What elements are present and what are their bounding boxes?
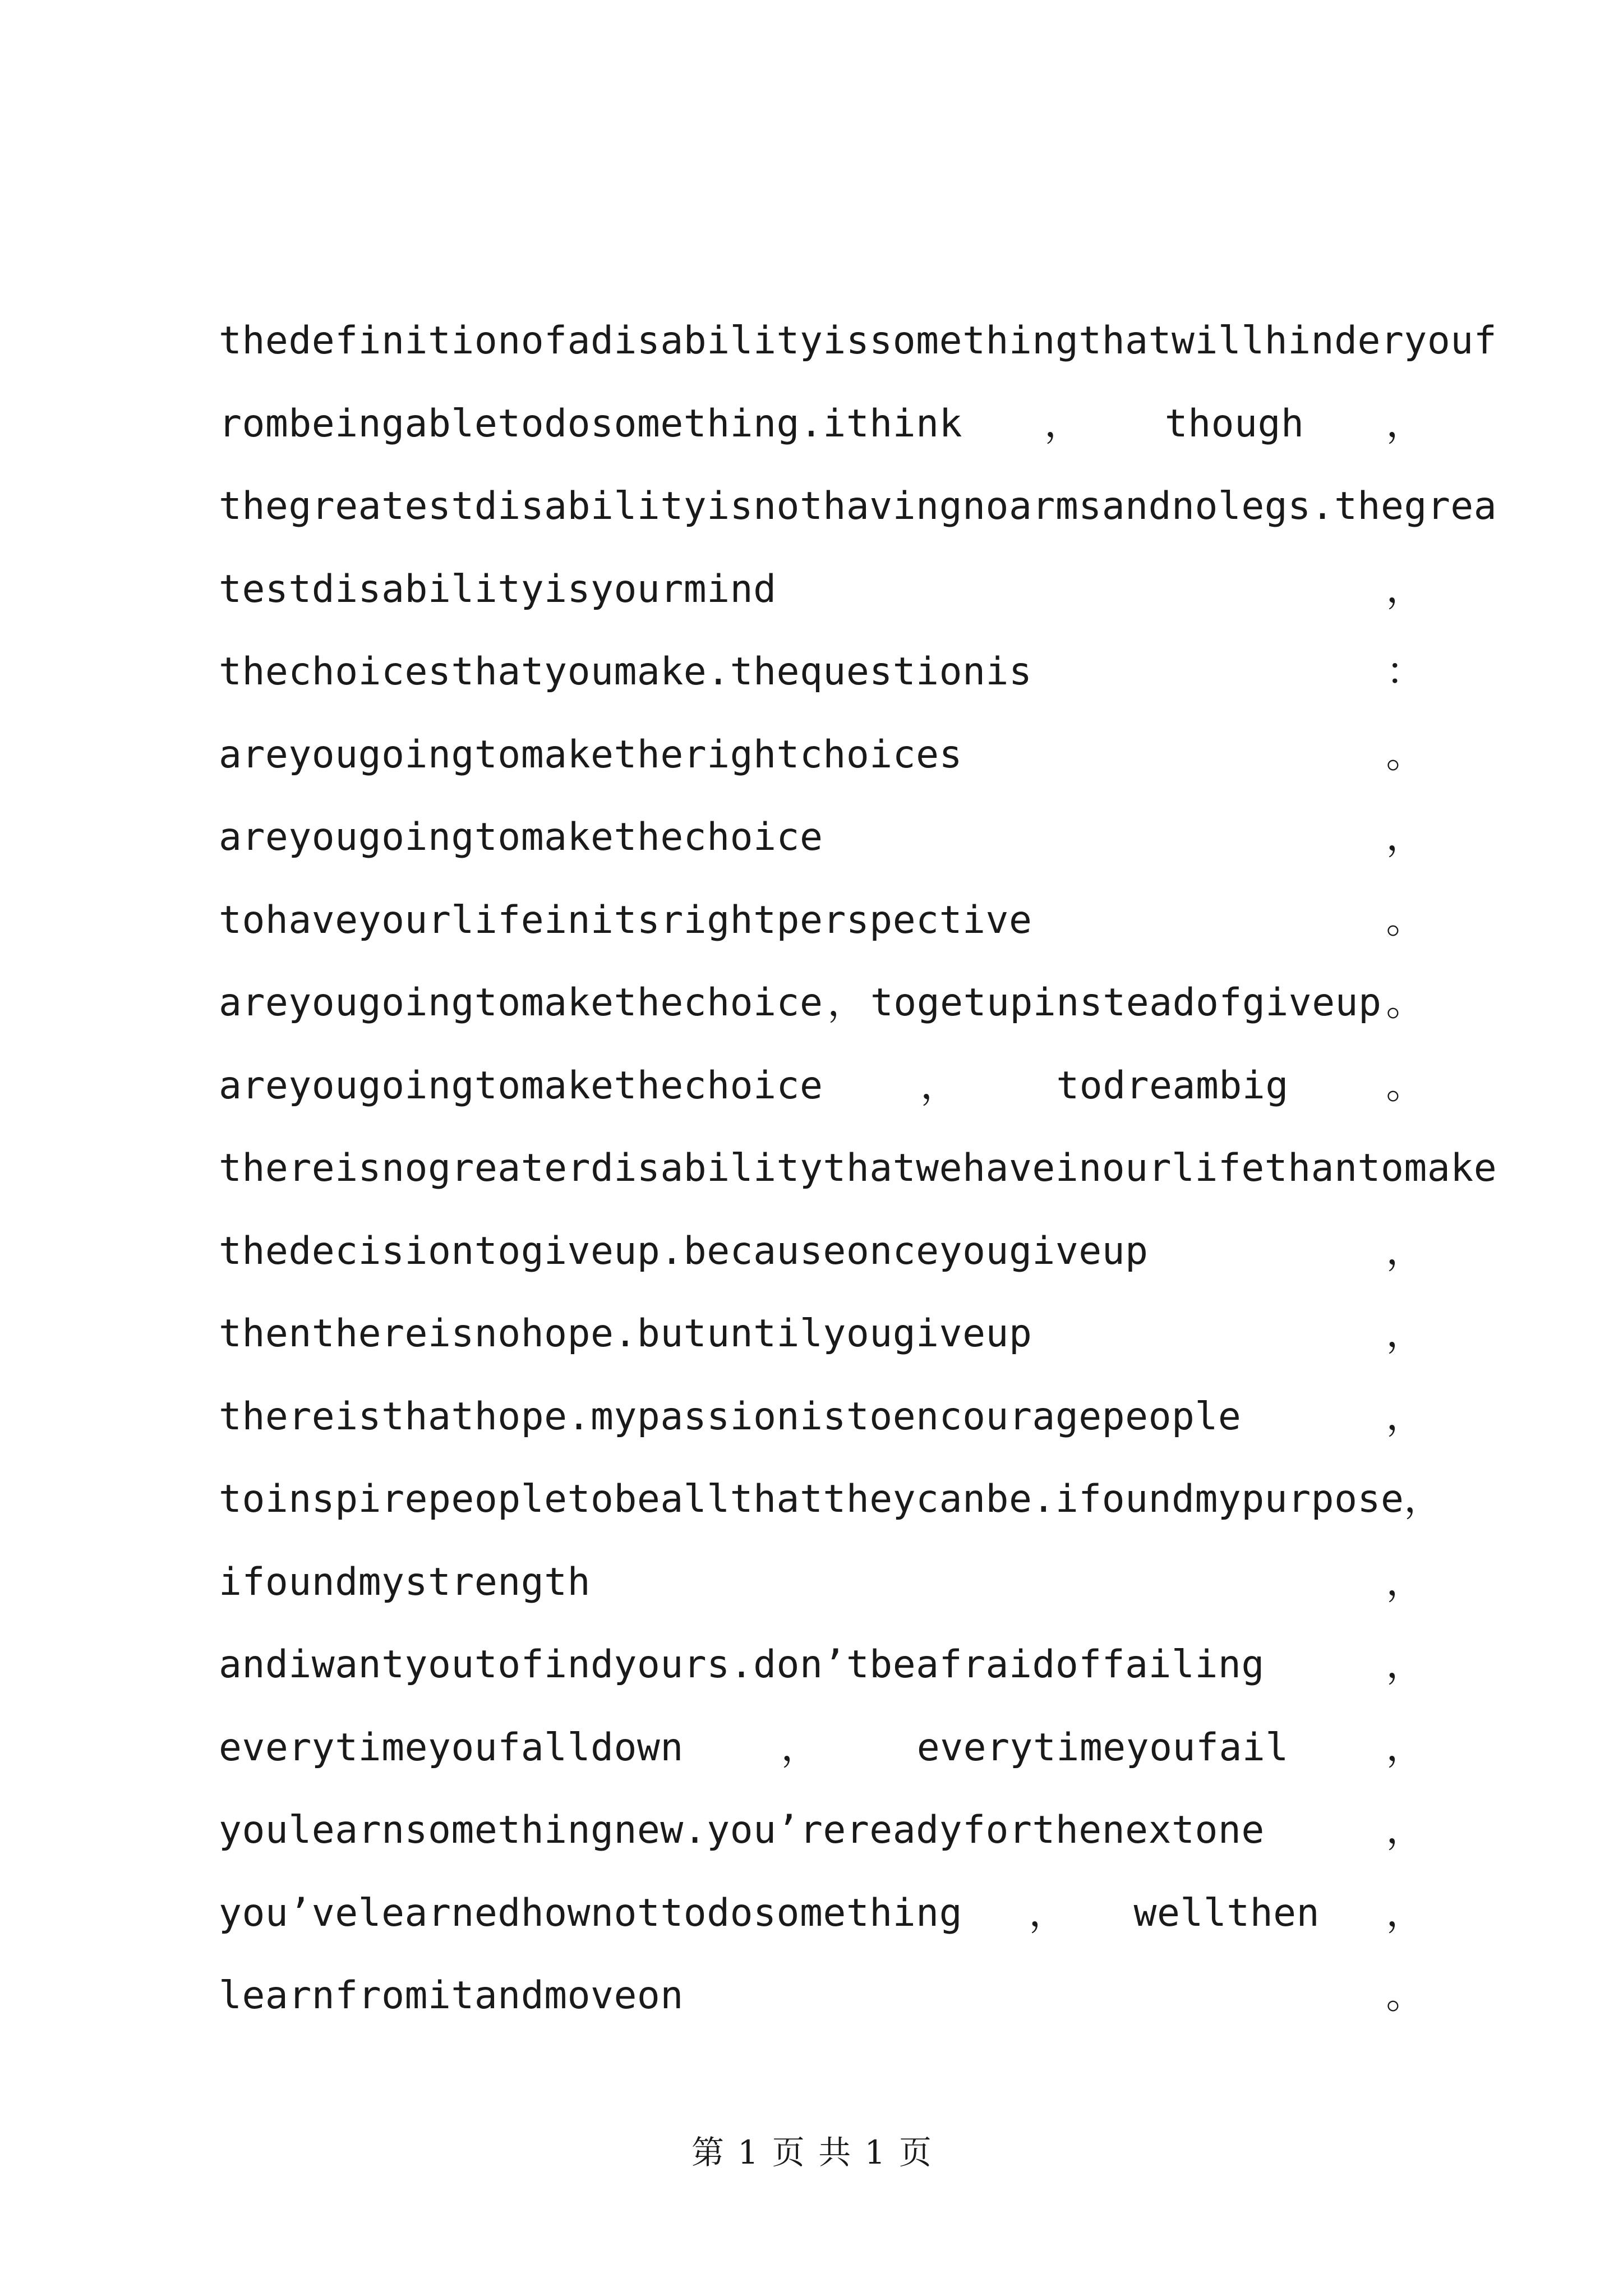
text-segment: ， <box>827 981 866 1025</box>
text-segment: areyougoingtomakethechoice <box>219 1063 823 1108</box>
punctuation-mark: 。 <box>1386 1063 1424 1108</box>
text-line <box>219 1052 1424 1135</box>
text-segment: toinspirepeopletobeallthattheycanbe.ifoundmypurpose <box>219 1477 1404 1521</box>
text-line <box>219 1880 1424 1963</box>
text-segment: learnfromitandmoveon <box>219 1973 684 2018</box>
text-line <box>219 1549 1424 1632</box>
text-line <box>219 556 1424 639</box>
text-line <box>219 1218 1424 1301</box>
punctuation-mark: ， <box>1386 1808 1424 1852</box>
page-footer: 第 1 页 共 1 页 <box>691 2133 932 2171</box>
text-line <box>219 1466 1442 1549</box>
punctuation-mark: ， <box>1386 1725 1425 1770</box>
punctuation-mark: ， <box>1386 1642 1424 1687</box>
text-segment: areyougoingtomaketherightchoices <box>219 732 963 777</box>
text-segment: thechoicesthatyoumake.thequestionis <box>219 650 1032 694</box>
text-segment: thereisthathope.mypassionistoencouragepeople <box>219 1394 1242 1439</box>
text-line <box>219 473 1497 556</box>
text-segment: though <box>1164 401 1304 446</box>
punctuation-mark: ： <box>1386 650 1424 694</box>
text-line <box>219 638 1424 721</box>
text-segment: thedecisiontogiveup.becauseonceyougiveup <box>219 1228 1149 1273</box>
text-line <box>219 1631 1424 1714</box>
text-line <box>219 390 1424 473</box>
punctuation-mark: 。 <box>1386 1973 1424 2018</box>
text-line <box>219 1962 1424 2045</box>
text-segment: tohaveyourlifeinitsrightperspective <box>219 898 1032 942</box>
text-line <box>219 804 1424 887</box>
text-segment: ， <box>1044 401 1083 446</box>
text-segment: you’velearnedhownottodosomething <box>219 1890 963 1935</box>
text-segment: testdisabilityisyourmind <box>219 567 777 611</box>
punctuation-mark: ， <box>1386 567 1424 611</box>
text-segment: thedefinitionofadisabilityissomethingthatwillhinderyouf <box>219 319 1497 363</box>
text-line <box>219 1797 1424 1880</box>
text-segment: ， <box>781 1725 820 1770</box>
punctuation-mark: ， <box>1386 1890 1425 1935</box>
punctuation-mark: 。 <box>1386 898 1424 942</box>
punctuation-mark: 。 <box>1386 981 1424 1025</box>
document-body <box>219 307 1497 2045</box>
text-line <box>219 969 1424 1052</box>
text-line <box>219 307 1497 390</box>
text-line <box>219 1383 1424 1466</box>
text-segment: ， <box>1029 1890 1068 1935</box>
text-segment: areyougoingtomakethechoice <box>219 815 823 859</box>
text-line <box>219 1135 1497 1218</box>
punctuation-mark: 。 <box>1386 732 1424 777</box>
text-segment: rombeingabletodosomething.ithink <box>219 401 963 446</box>
punctuation-mark: ， <box>1404 1477 1442 1521</box>
text-segment: areyougoingtomakethechoice <box>219 981 823 1025</box>
text-segment: youlearnsomethingnew.you’rereadyforthenextone <box>219 1808 1265 1852</box>
text-line <box>219 887 1424 970</box>
punctuation-mark: ， <box>1386 1559 1424 1604</box>
text-segment: ifoundmystrength <box>219 1559 591 1604</box>
text-segment: thegreatestdisabilityisnothavingnoarmsandnolegs.thegrea <box>219 484 1497 528</box>
text-segment: todreambig <box>1056 1063 1289 1108</box>
text-segment: togetupinsteadofgiveup <box>870 981 1382 1025</box>
text-segment: thenthereisnohope.butuntilyougiveup <box>219 1312 1032 1356</box>
punctuation-mark: ， <box>1386 1228 1424 1273</box>
text-segment: wellthen <box>1133 1890 1320 1935</box>
text-line <box>219 721 1424 804</box>
text-line <box>219 1300 1424 1383</box>
text-segment: andiwantyoutofindyours.don’tbeafraidoffailing <box>219 1642 1265 1687</box>
text-segment: everytimeyoufail <box>916 1725 1289 1770</box>
text-segment: thereisnogreaterdisabilitythatwehaveinourlifethantomake <box>219 1146 1497 1190</box>
punctuation-mark: ， <box>1386 401 1425 446</box>
punctuation-mark: ， <box>1386 815 1424 859</box>
text-segment: ， <box>920 1063 959 1108</box>
text-segment: everytimeyoufalldown <box>219 1725 684 1770</box>
punctuation-mark: ， <box>1386 1394 1424 1439</box>
punctuation-mark: ， <box>1386 1312 1424 1356</box>
text-line <box>219 1714 1424 1797</box>
